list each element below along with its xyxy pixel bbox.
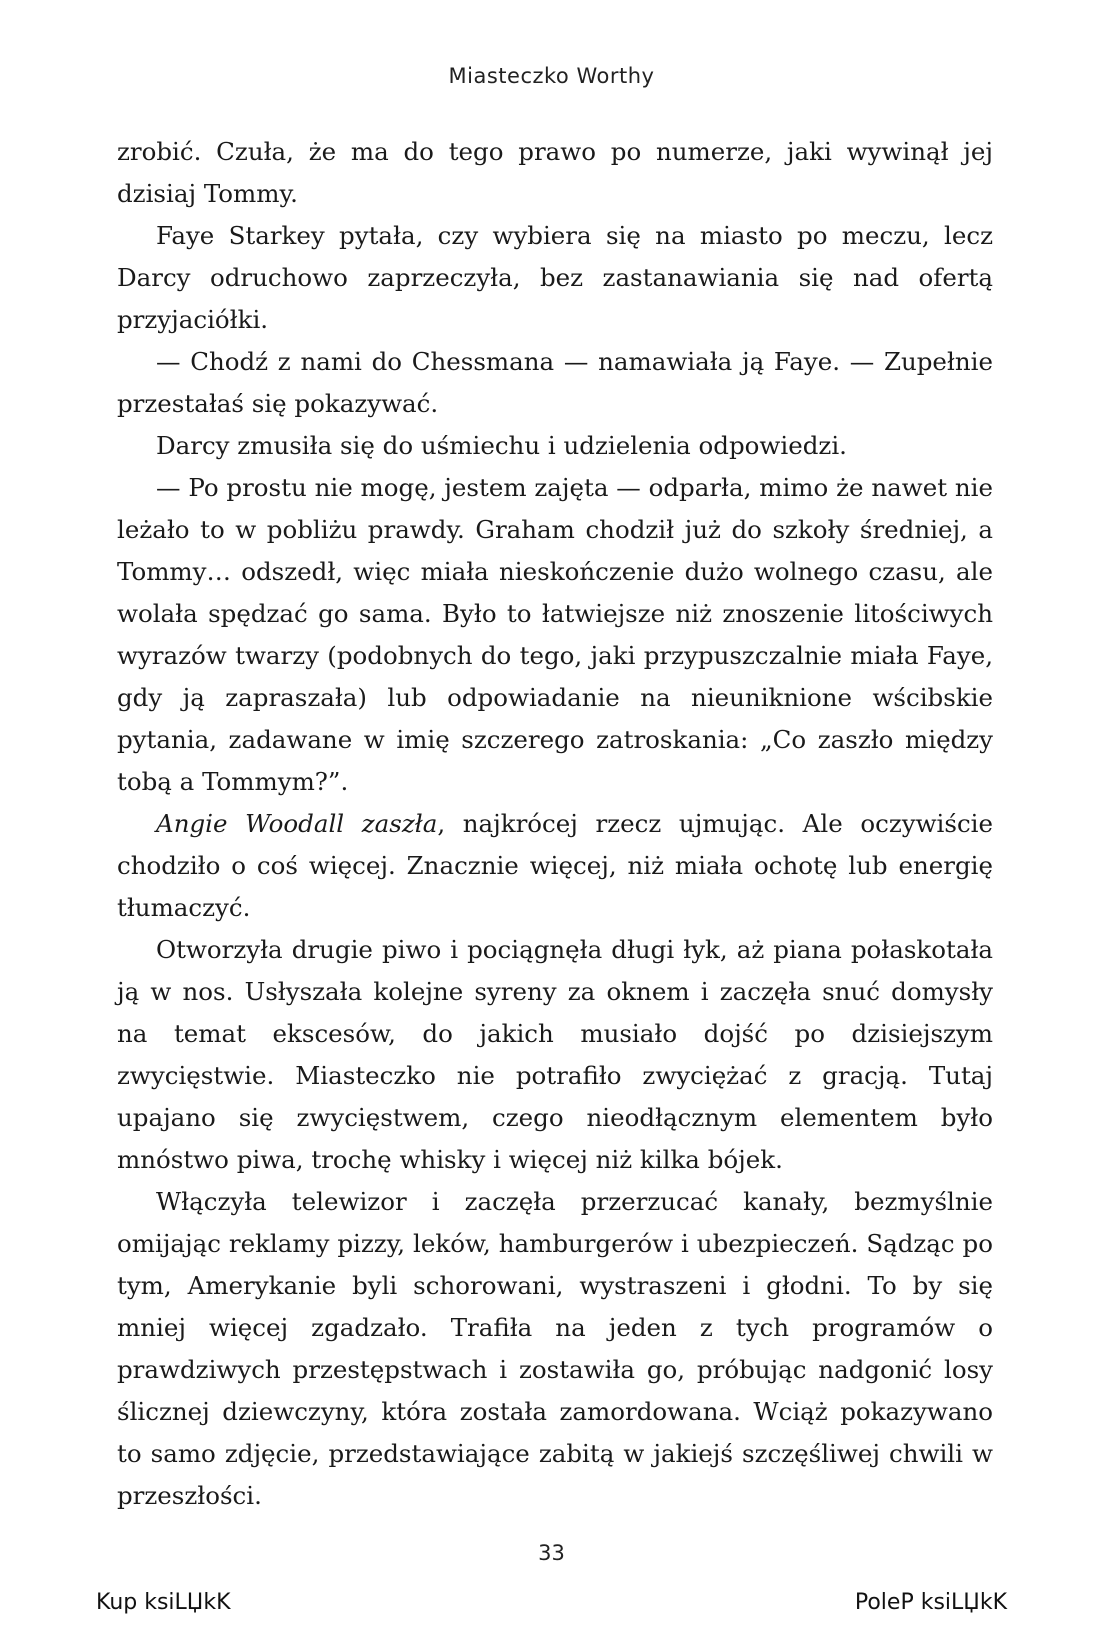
running-header: Miasteczko Worthy — [448, 64, 655, 88]
paragraph-3: — Chodź z nami do Chessmana — namawiała ją Faye. — Zupełnie przestałaś się pokazywać. — [117, 347, 993, 418]
paragraph-2: Faye Starkey pytała, czy wybiera się na miasto po meczu, lecz Darcy odruchowo zaprzeczyła, bez zastanawiania się nad ofertą przyjaciółki. — [117, 221, 993, 334]
paragraph-6-rest: , najkrócej rzecz ujmując. Ale oczywiście chodziło o coś więcej. Znacznie więcej, niż miała ochotę lub energię tłumaczyć. — [117, 809, 994, 922]
paragraph-8: Włączyła telewizor i zaczęła przerzucać kanały, bezmyślnie omijając reklamy pizzy, leków, hamburgerów i ubezpieczeń. Sądząc po tym, Amerykanie byli schorowani, wystraszeni i głodni. To by się mniej więcej zgadzało. Trafiła na jeden z tych programów o prawdziwych przestępstwach i zostawiła go, próbując nadgonić losy ślicznej dziewczyny, która została zamordowana. Wciąż pokazywano to samo zdjęcie, przedstawiające zabitą w jakiejś szczęśliwej chwili w przeszłości. — [117, 1187, 993, 1510]
recommend-book-link[interactable]: PoleP ksiLЏkK — [854, 1590, 1007, 1615]
paragraph-7: Otworzyła drugie piwo i pociągnęła długi łyk, aż piana połaskotała ją w nos. Usłyszała kolejne syreny za oknem i zaczęła snuć domysły na temat ekscesów, do jakich musiało dojść po dzisiejszym zwycięstwie. Miasteczko nie potrafiło zwyciężać z gracją. Tutaj upajano się zwycięstwem, czego nieodłącznym elementem było mnóstwo piwa, trochę whisky i więcej niż kilka bójek. — [117, 935, 993, 1174]
paragraph-6 — [117, 803, 993, 929]
paragraph-1: zrobić. Czuła, że ma do tego prawo po numerze, jaki wywinął jej dzisiaj Tommy. — [117, 137, 993, 208]
page-number: 33 — [538, 1541, 565, 1565]
italic-phrase: Angie Woodall zaszła — [156, 809, 438, 838]
paragraph-4: Darcy zmusiła się do uśmiechu i udzielenia odpowiedzi. — [156, 431, 847, 460]
buy-book-link[interactable]: Kup ksiLЏkK — [96, 1590, 231, 1615]
paragraph-5: — Po prostu nie mogę, jestem zajęta — odparła, mimo że nawet nie leżało to w pobliżu prawdy. Graham chodził już do szkoły średniej, a Tommy… odszedł, więc miała nieskończenie dużo wolnego czasu, ale wolała spędzać go sama. Było to łatwiejsze niż znoszenie litościwych wyrazów twarzy (podobnych do tego, jaki przypuszczalnie miała Faye, gdy ją zapraszała) lub odpowiadanie na nieuniknione wścibskie pytania, zadawane w imię szczerego zatroskania: „Co zaszło między tobą a Tommym?”. — [117, 473, 993, 796]
page-body — [117, 131, 993, 1517]
